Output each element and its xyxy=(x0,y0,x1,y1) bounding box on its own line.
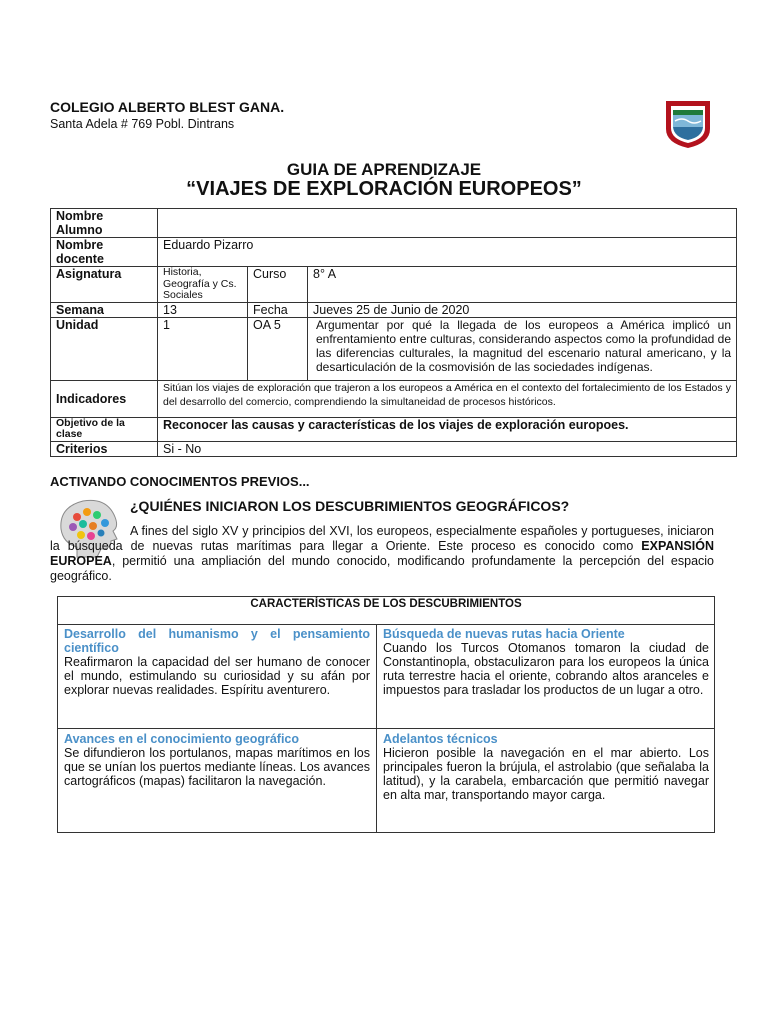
semana-label: Semana xyxy=(51,303,158,318)
cell-text: Hicieron posible la navegación en el mar abierto. Los principales fueron la brújula, el astrolabio (que señalaba la latitud), y la carabela, embarcación que permitió navegar en alta mar, transportando mayor carga. xyxy=(383,746,709,802)
characteristic-cell-technology xyxy=(383,732,709,802)
cell-text: Cuando los Turcos Otomanos tomaron la ciudad de Constantinopla, obstaculizaron para los europeos la única ruta terrestre hacia el oriente, cobrando altos aranceles e impuestos para trasladar los productos de un lugar a otro. xyxy=(383,641,709,697)
characteristic-cell-humanism xyxy=(64,627,370,697)
guide-subtitle: “VIAJES DE EXPLORACIÓN EUROPEOS” xyxy=(186,178,582,200)
school-address: Santa Adela # 769 Pobl. Dintrans xyxy=(50,117,235,131)
nombre-docente-value: Eduardo Pizarro xyxy=(158,238,737,267)
intro-paragraph xyxy=(50,524,714,584)
curso-value: 8° A xyxy=(308,267,737,303)
oa-text: Argumentar por qué la llegada de los europeos a América implicó un enfrentamiento entre culturas, considerando aspectos como la profundidad de las diferencias culturales, la magnitud del escenario natural americano, y la desarticulación de la cosmovisión de las sociedades indígenas. xyxy=(308,318,737,381)
characteristic-cell-geography xyxy=(64,732,370,788)
criterios-label: Criterios xyxy=(51,442,158,457)
curso-label: Curso xyxy=(248,267,308,303)
characteristic-cell-routes xyxy=(383,627,709,697)
intro-text-start: A fines del siglo XV y principios del XVI, los europeos, especialmente españoles y portugueses, iniciaron la búsqueda de nuevas rutas marítimas para llegar a Oriente. Este proceso es conocido como xyxy=(50,524,714,553)
asignatura-label: Asignatura xyxy=(51,267,158,303)
objetivo-label: Objetivo de la clase xyxy=(51,418,158,442)
oa-label: OA 5 xyxy=(248,318,308,381)
cell-heading: Avances en el conocimiento geográfico xyxy=(64,732,300,746)
row-divider xyxy=(58,728,714,729)
intro-emphasis: EXPANSIÓN EUROPEA xyxy=(50,539,714,568)
cell-heading: Adelantos técnicos xyxy=(383,732,498,746)
characteristics-title: CARACTERÍSTICAS DE LOS DESCUBRIMIENTOS xyxy=(58,597,714,625)
fecha-value: Jueves 25 de Junio de 2020 xyxy=(308,303,737,318)
nombre-alumno-field[interactable] xyxy=(158,209,737,238)
objetivo-text: Reconocer las causas y características de los viajes de exploración europoes. xyxy=(158,418,737,442)
indicadores-text: Sitúan los viajes de exploración que trajeron a los europeos a América en el contexto del fortalecimiento de los Estados y del desarrollo del comercio, comprendiendo la simultaneidad de procesos históricos. xyxy=(158,381,737,418)
unidad-value: 1 xyxy=(158,318,248,381)
criterios-value: Si - No xyxy=(158,442,737,457)
cell-text: Reafirmaron la capacidad del ser humano de conocer el mundo, estimulando su curiosidad y su afán por explorar nuevas realidades. Espíritu aventurero. xyxy=(64,655,370,697)
question-heading: ¿QUIÉNES INICIARON LOS DESCUBRIMIENTOS GEOGRÁFICOS? xyxy=(130,498,570,514)
characteristics-grid xyxy=(58,625,714,832)
cell-heading: Búsqueda de nuevas rutas hacia Oriente xyxy=(383,627,625,641)
nombre-docente-label: Nombre docente xyxy=(51,238,158,267)
school-name: COLEGIO ALBERTO BLEST GANA. xyxy=(50,99,285,115)
indicadores-label: Indicadores xyxy=(51,381,158,418)
semana-value: 13 xyxy=(158,303,248,318)
characteristics-table xyxy=(57,596,715,833)
cell-text: Se difundieron los portulanos, mapas marítimos en los que se unían los puertos mediante líneas. Los avances cartográficos (mapas) facilitaron la navegación. xyxy=(64,746,370,788)
asignatura-value: Historia, Geografía y Cs. Sociales xyxy=(158,267,248,303)
guide-title: GUIA DE APRENDIZAJE xyxy=(286,160,482,179)
info-table xyxy=(50,208,737,457)
school-crest-icon xyxy=(662,99,714,149)
fecha-label: Fecha xyxy=(248,303,308,318)
section-heading: ACTIVANDO CONOCIMENTOS PREVIOS... xyxy=(50,474,310,489)
intro-text-end: , permitió una ampliación del mundo conocido, modificando profundamente la percepción del espacio geográfico. xyxy=(50,554,714,583)
cell-heading: Desarrollo del humanismo y el pensamiento científico xyxy=(64,627,370,655)
unidad-label: Unidad xyxy=(51,318,158,381)
nombre-alumno-label: Nombre Alumno xyxy=(51,209,158,238)
